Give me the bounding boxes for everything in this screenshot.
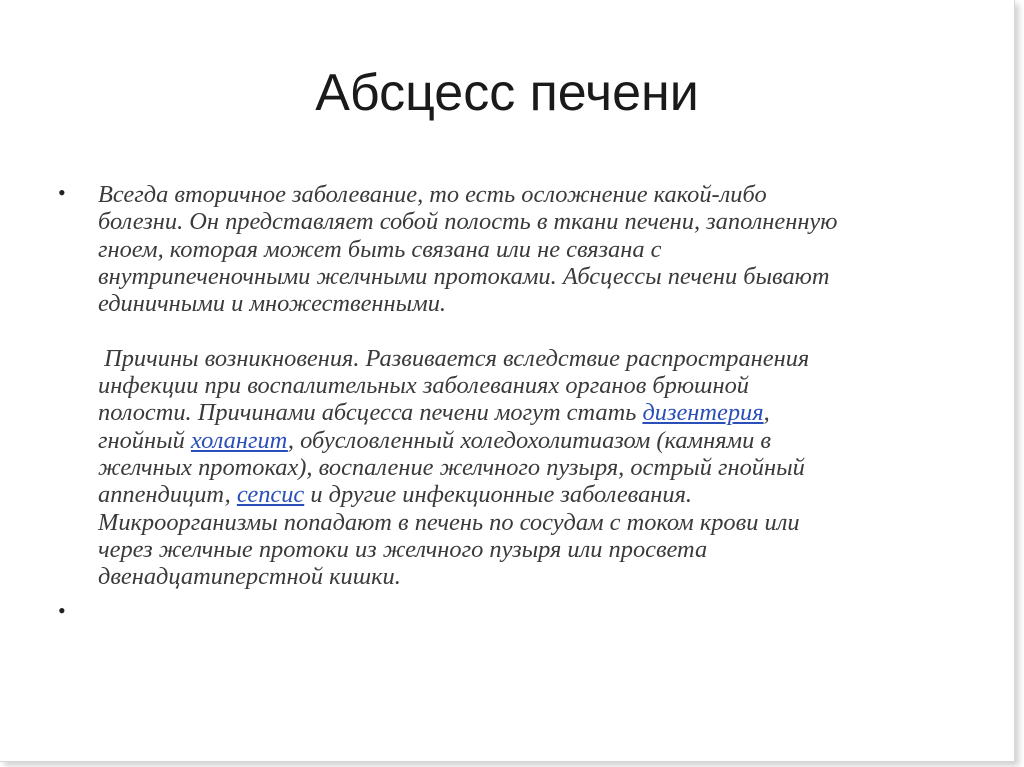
slide-title: Абсцесс печени: [315, 64, 699, 122]
text-segment: аппендицит,: [98, 481, 237, 509]
link-cholangitis[interactable]: холангит: [190, 426, 288, 454]
text-line-content: Причины возникновения. Развивается вследствие распространения: [104, 344, 810, 372]
text-line: желчных протоках), воспаление желчного пузыря, острый гнойный: [98, 453, 805, 481]
text-segment: гнойный: [98, 426, 191, 454]
text-segment: полости. Причинами абсцесса печени могут стать: [98, 399, 643, 427]
text-line: болезни. Он представляет собой полость в ткани печени, заполненную: [98, 208, 838, 236]
paragraph-spacer: [98, 317, 978, 344]
text-line: единичными и множественными.: [98, 290, 447, 318]
text-line: гноем, которая может быть связана или не связана с: [98, 235, 662, 263]
bullet-icon: •: [58, 180, 66, 205]
text-line: Микроорганизмы попадают в печень по сосудам с током крови или: [98, 508, 800, 536]
text-line: [98, 399, 978, 426]
bullet-text: [98, 181, 978, 590]
text-line: через желчные протоки из желчного пузыря или просвета: [98, 535, 708, 563]
text-line: двенадцатиперстной кишки.: [98, 563, 401, 591]
bullet-icon-empty: •: [58, 598, 66, 623]
paragraph-causes: [98, 345, 978, 591]
paragraph-definition: [98, 181, 978, 317]
text-line: внутрипеченочными желчными протоками. Абсцессы печени бывают: [98, 262, 830, 290]
link-dysentery[interactable]: дизентерия: [642, 399, 764, 427]
text-line: инфекции при воспалительных заболеваниях органов брюшной: [98, 372, 749, 400]
text-line: Всегда вторичное заболевание, то есть осложнение какой-либо: [98, 181, 767, 208]
text-segment: , обусловленный холедохолитиазом (камнями в: [287, 426, 771, 454]
text-line: [98, 427, 978, 454]
text-line: [98, 345, 978, 372]
link-sepsis[interactable]: сепсис: [236, 481, 305, 509]
text-segment: и другие инфекционные заболевания.: [304, 481, 693, 509]
text-segment: ,: [763, 399, 770, 427]
text-line: [98, 481, 978, 508]
